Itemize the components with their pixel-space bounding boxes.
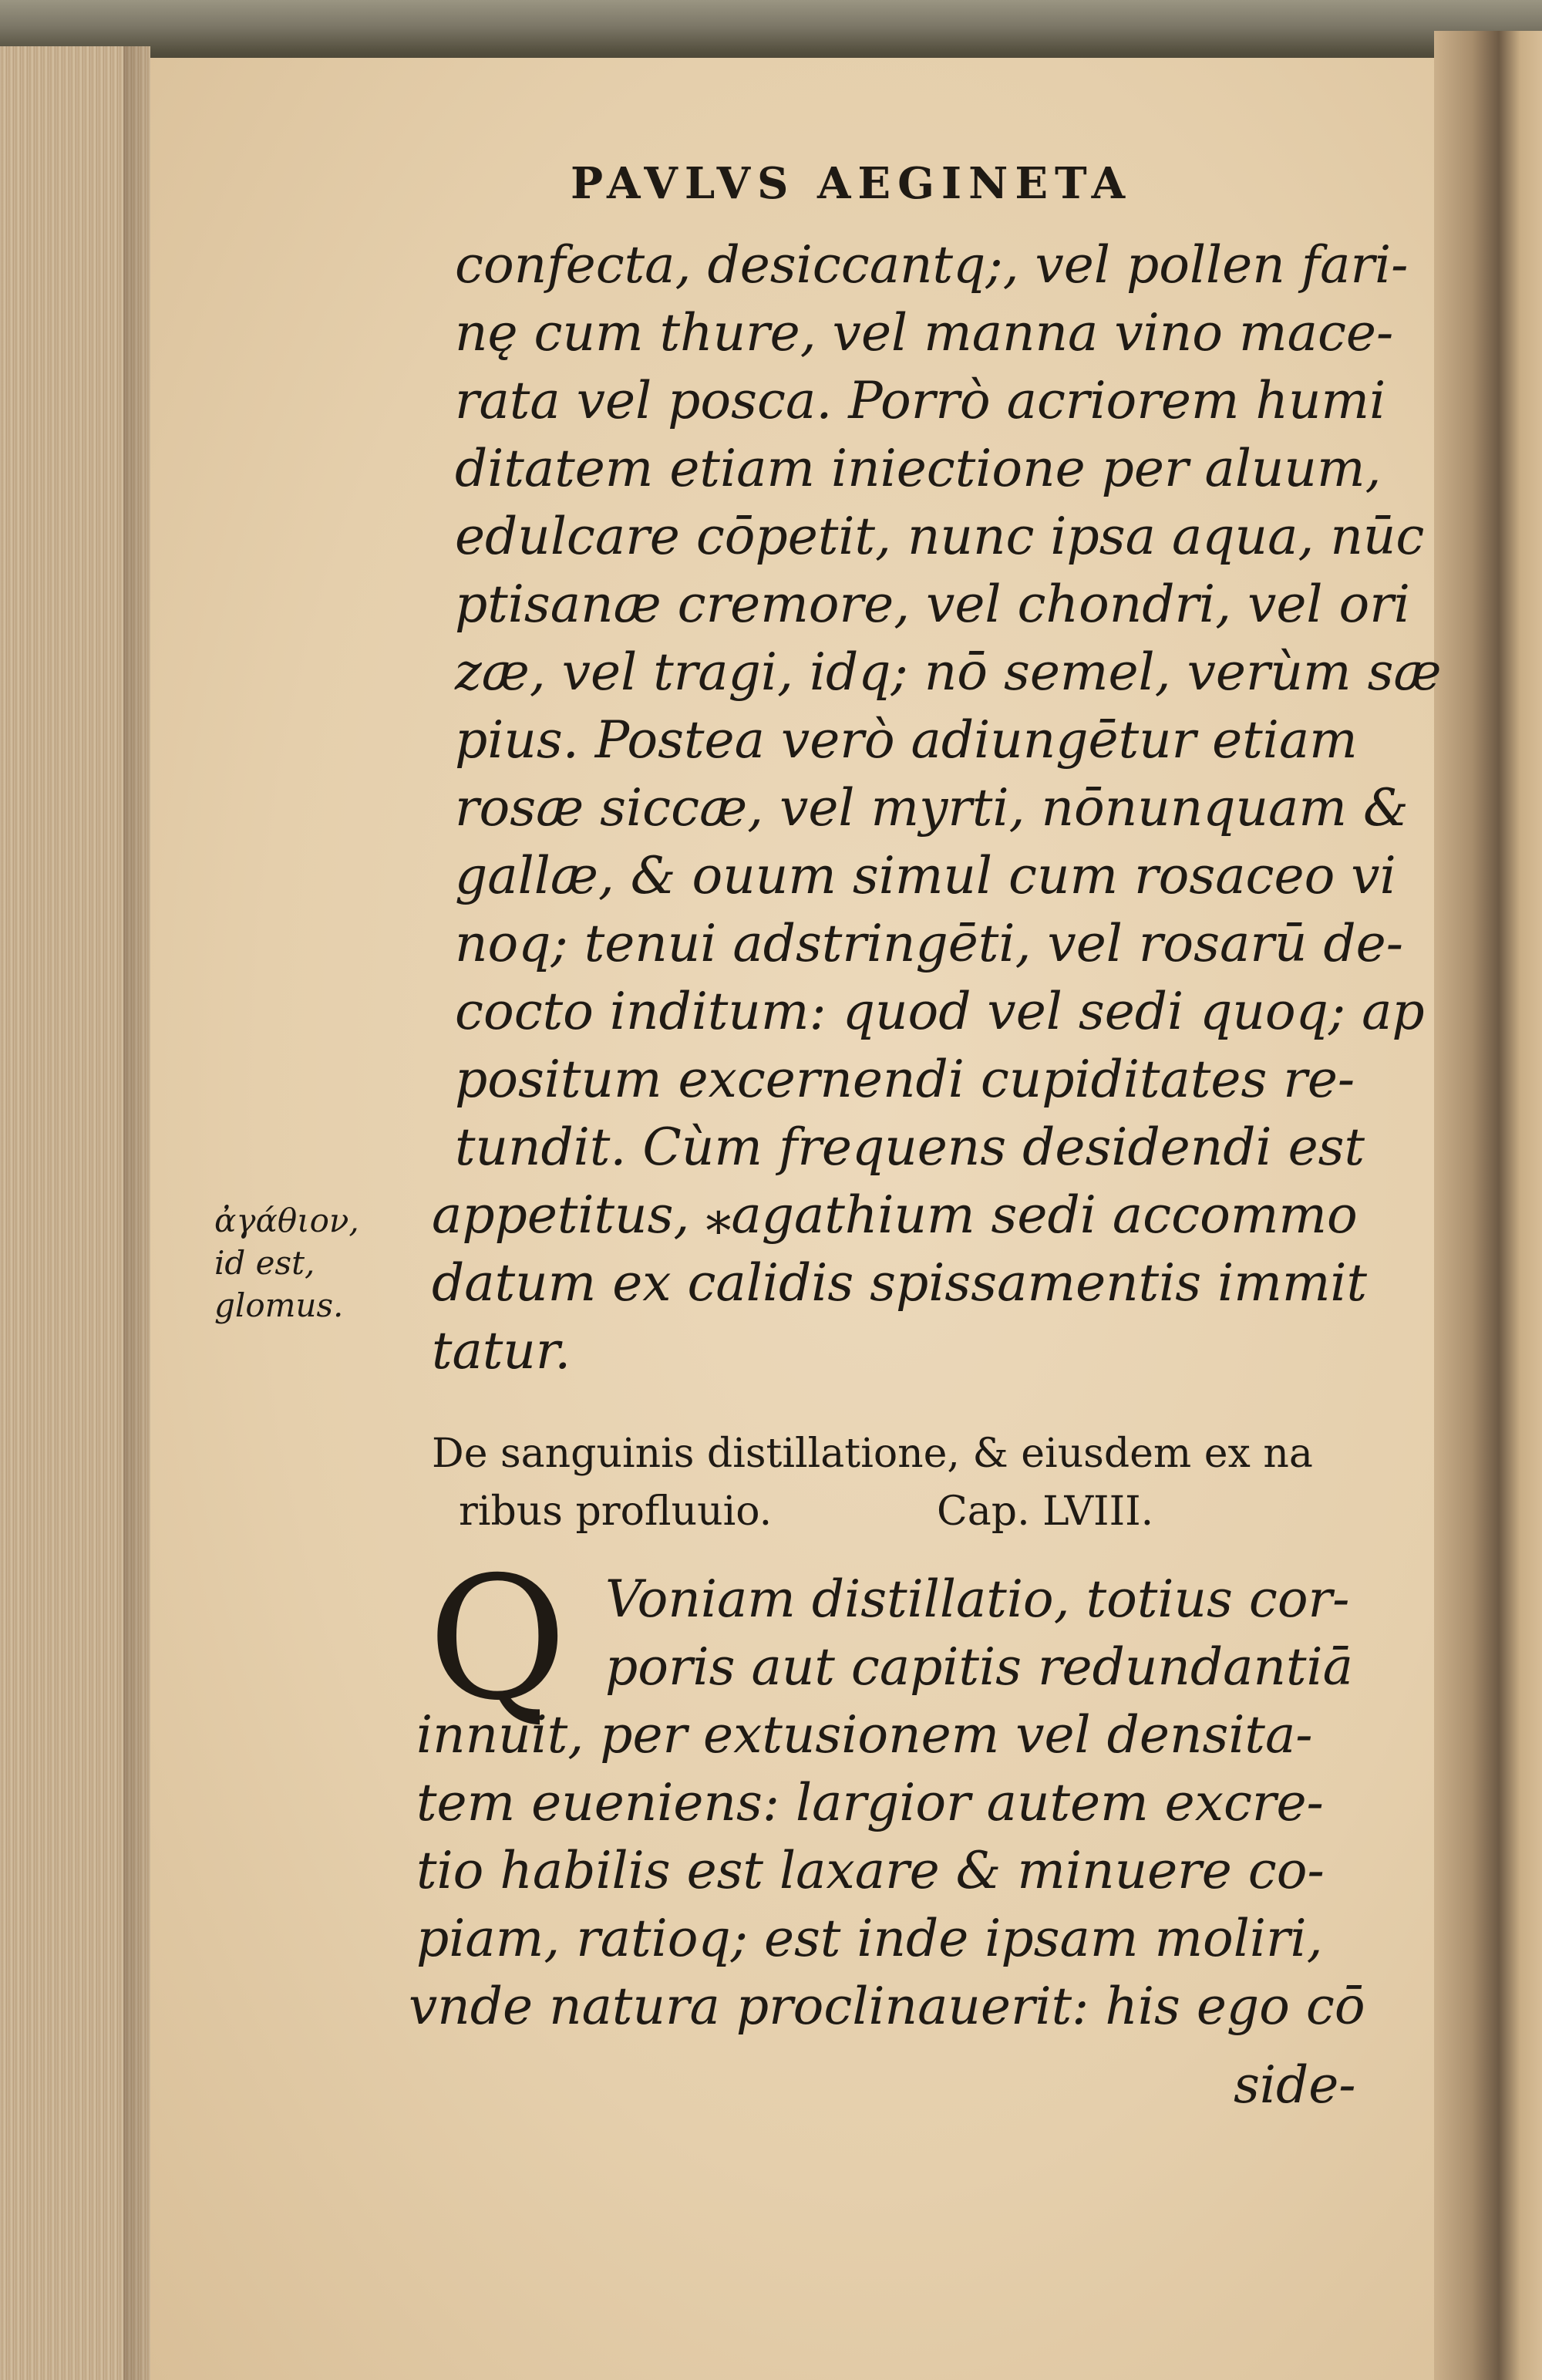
book-gutter [1434, 31, 1542, 2380]
running-head: PAVLVS AEGINETA [571, 158, 1133, 209]
text-line: positum excernendi cupiditates re- [455, 1050, 1355, 1109]
marginal-gloss [214, 1199, 423, 1384]
fore-edge-shadow [123, 46, 154, 2380]
text-line: appetitus, ⁎agathium sedi accommo [432, 1185, 1358, 1245]
text-line: nę cum thure, vel manna vino mace- [455, 303, 1394, 362]
text-line: confecta, desiccantq;, vel pollen fari- [455, 235, 1409, 295]
chapter-heading-line-1: De sanguinis distillatione, & eiusdem ex na [432, 1431, 1313, 1477]
text-line: tundit. Cùm frequens desidendi est [455, 1118, 1365, 1177]
text-line: gallæ, & ouum simul cum rosaceo vi [455, 846, 1396, 905]
text-line: edulcare cōpetit, nunc ipsa aqua, nūc [455, 507, 1425, 566]
text-line: tatur. [432, 1321, 571, 1380]
text-line: tio habilis est laxare & minuere co- [416, 1841, 1325, 1900]
text-line: innuit, per extusionem vel densita- [416, 1705, 1313, 1765]
text-line: zæ, vel tragi, idq; nō semel, verùm sæ [455, 642, 1442, 702]
text-line: cocto inditum: quod vel sedi quoq; ap [455, 982, 1425, 1041]
text-line: piam, ratioq; est inde ipsam moliri, [416, 1909, 1323, 1968]
drop-initial: Q [428, 1540, 567, 1738]
gloss-latin: glomus. [214, 1286, 344, 1324]
gloss-greek: ἀγάθιον, [214, 1202, 359, 1239]
catchword: side- [1234, 2055, 1356, 2115]
text-line: tem eueniens: largior autem excre- [416, 1773, 1324, 1832]
text-line: rata vel posca. Porrò acriorem humi [455, 371, 1386, 430]
chapter-number: Cap. LVIII. [937, 1488, 1154, 1535]
text-line: ditatem etiam iniectione per aluum, [455, 439, 1382, 498]
text-line: datum ex calidis spissamentis immit [432, 1253, 1368, 1313]
text-line: poris aut capitis redundantiā [605, 1637, 1353, 1697]
text-line: rosæ siccæ, vel myrti, nōnunquam & [455, 778, 1409, 838]
text-line: noq; tenui adstringēti, vel rosarū de- [455, 914, 1404, 973]
text-line: vnde natura proclinauerit: his ego cō [409, 1977, 1365, 2036]
chapter-heading-title: ribus profluuio. [459, 1488, 773, 1535]
gloss-id-est: id est, [214, 1244, 315, 1282]
text-line: ptisanæ cremore, vel chondri, vel ori [455, 575, 1410, 634]
text-line: Voniam distillatio, totius cor- [605, 1569, 1350, 1629]
text-line: pius. Postea verò adiungētur etiam [455, 710, 1358, 770]
